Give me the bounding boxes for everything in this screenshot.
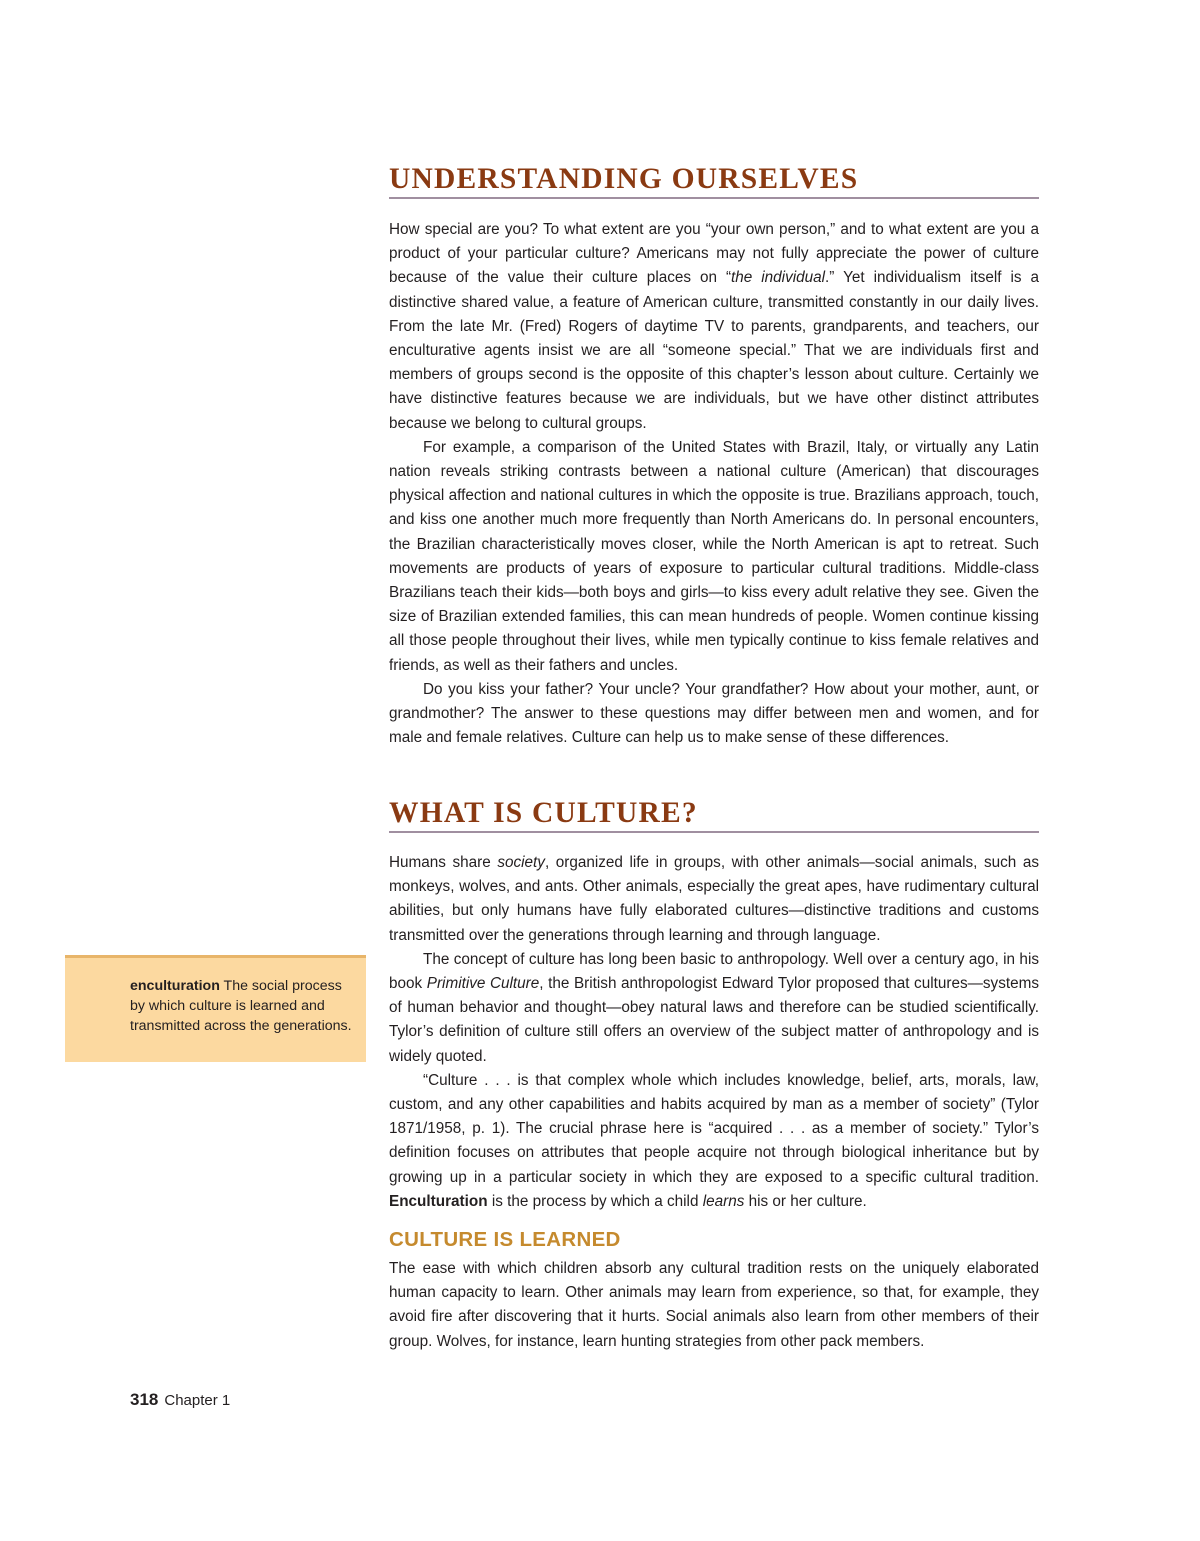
paragraph: The ease with which children absorb any cultural tradition rests on the uniquely elaborated human capacity to learn. Other animals may learn from experience, so that, for example, they avoid fire after discovering that it hurts. Social animals also learn from other members of their group. Wolves, for instance, learn hunting strategies from other pack members. [389,1260,1039,1350]
paragraph: “Culture . . . is that complex whole which includes knowledge, belief, arts, morals, law, custom, and any other capabilities and habits acquired by man as a member of society” (Tylor 1871/1958, p. 1). The crucial phrase here is “acquired . . . as a member of society.” Tylor’s definition focuses on attributes that people acquire not through biological inheritance but by growing up in a particular society in which they are exposed to a specific cultural tradition. Enculturation is the process by which a child learns his or her culture. [389,1071,1039,1210]
emphasis: the individual [731,269,826,287]
understanding-ourselves-body [389,218,1039,750]
paragraph: For example, a comparison of the United States with Brazil, Italy, or virtually any Latin nation reveals striking contrasts between a national culture (American) that discourages physical affection and national cultures in which the opposite is true. Brazilians approach, touch, and kiss one another much more frequently than North Americans do. In personal encounters, the Brazilian characteristically moves closer, while the North American is apt to retreat. Such movements are products of years of exposure to particular cultural traditions. Middle-class Brazilians teach their kids—both boys and girls—to kiss every adult relative they see. Given the size of Brazilian extended families, this can mean hundreds of people. Women continue kissing all those people throughout their lives, while men typically continue to kiss female relatives and friends, as well as their fathers and uncles. [389,438,1039,674]
book-title: Primitive Culture [426,975,540,993]
paragraph: Do you kiss your father? Your uncle? Your grandfather? How about your mother, aunt, or grandmother? The answer to these questions may differ between men and women, and for male and female relatives. Culture can help us to make sense of these differences. [389,680,1039,747]
glossary-term: enculturation [130,978,220,994]
subsection-title-culture-is-learned: CULTURE IS LEARNED [389,1228,621,1252]
section-title-what-is-culture: WHAT IS CULTURE? [389,796,1039,833]
what-is-culture-body [389,851,1039,1354]
glossary-definition: The social process by which culture is learned and transmitted across the generations. [130,978,352,1034]
paragraph: The concept of culture has long been basic to anthropology. Well over a century ago, in his book Primitive Culture, the British anthropologist Edward Tylor proposed that cultures—systems of human behavior and thought—obey natural laws and therefore can be studied scientifically. Tylor’s definition of culture still offers an overview of the subject matter of anthropology and is widely quoted. [389,950,1039,1065]
paragraph: Humans share society, organized life in groups, with other animals—social animals, such as monkeys, wolves, and ants. Other animals, especially the great apes, have rudimentary cultural abilities, but only humans have fully elaborated cultures—distinctive traditions and customs transmitted over the generations through learning and through language. [389,854,1040,944]
section-title-understanding-ourselves: UNDERSTANDING OURSELVES [389,162,1039,199]
page-footer [130,1390,230,1410]
glossary-sidebar [65,955,366,1062]
emphasis: society [497,854,545,871]
paragraph: How special are you? To what extent are you “your own person,” and to what extent are you a product of your particular culture? Americans may not fully appreciate the power of culture because of the value their culture places on “the individual.” Yet individualism itself is a distinctive shared value, a feature of American culture, transmitted constantly in our daily lives. From the late Mr. (Fred) Rogers of daytime TV to parents, grandparents, and teachers, our enculturative agents insist we are all “someone special.” That we are individuals first and members of groups second is the opposite of this chapter’s lesson about culture. Certainly we have distinctive features because we are individuals, but we have other distinct attributes because we belong to cultural groups. [389,221,1040,432]
chapter-label: Chapter 1 [164,1392,231,1409]
page-number: 318 [130,1390,159,1409]
key-term: Enculturation [389,1192,488,1210]
emphasis: learns [702,1192,745,1210]
